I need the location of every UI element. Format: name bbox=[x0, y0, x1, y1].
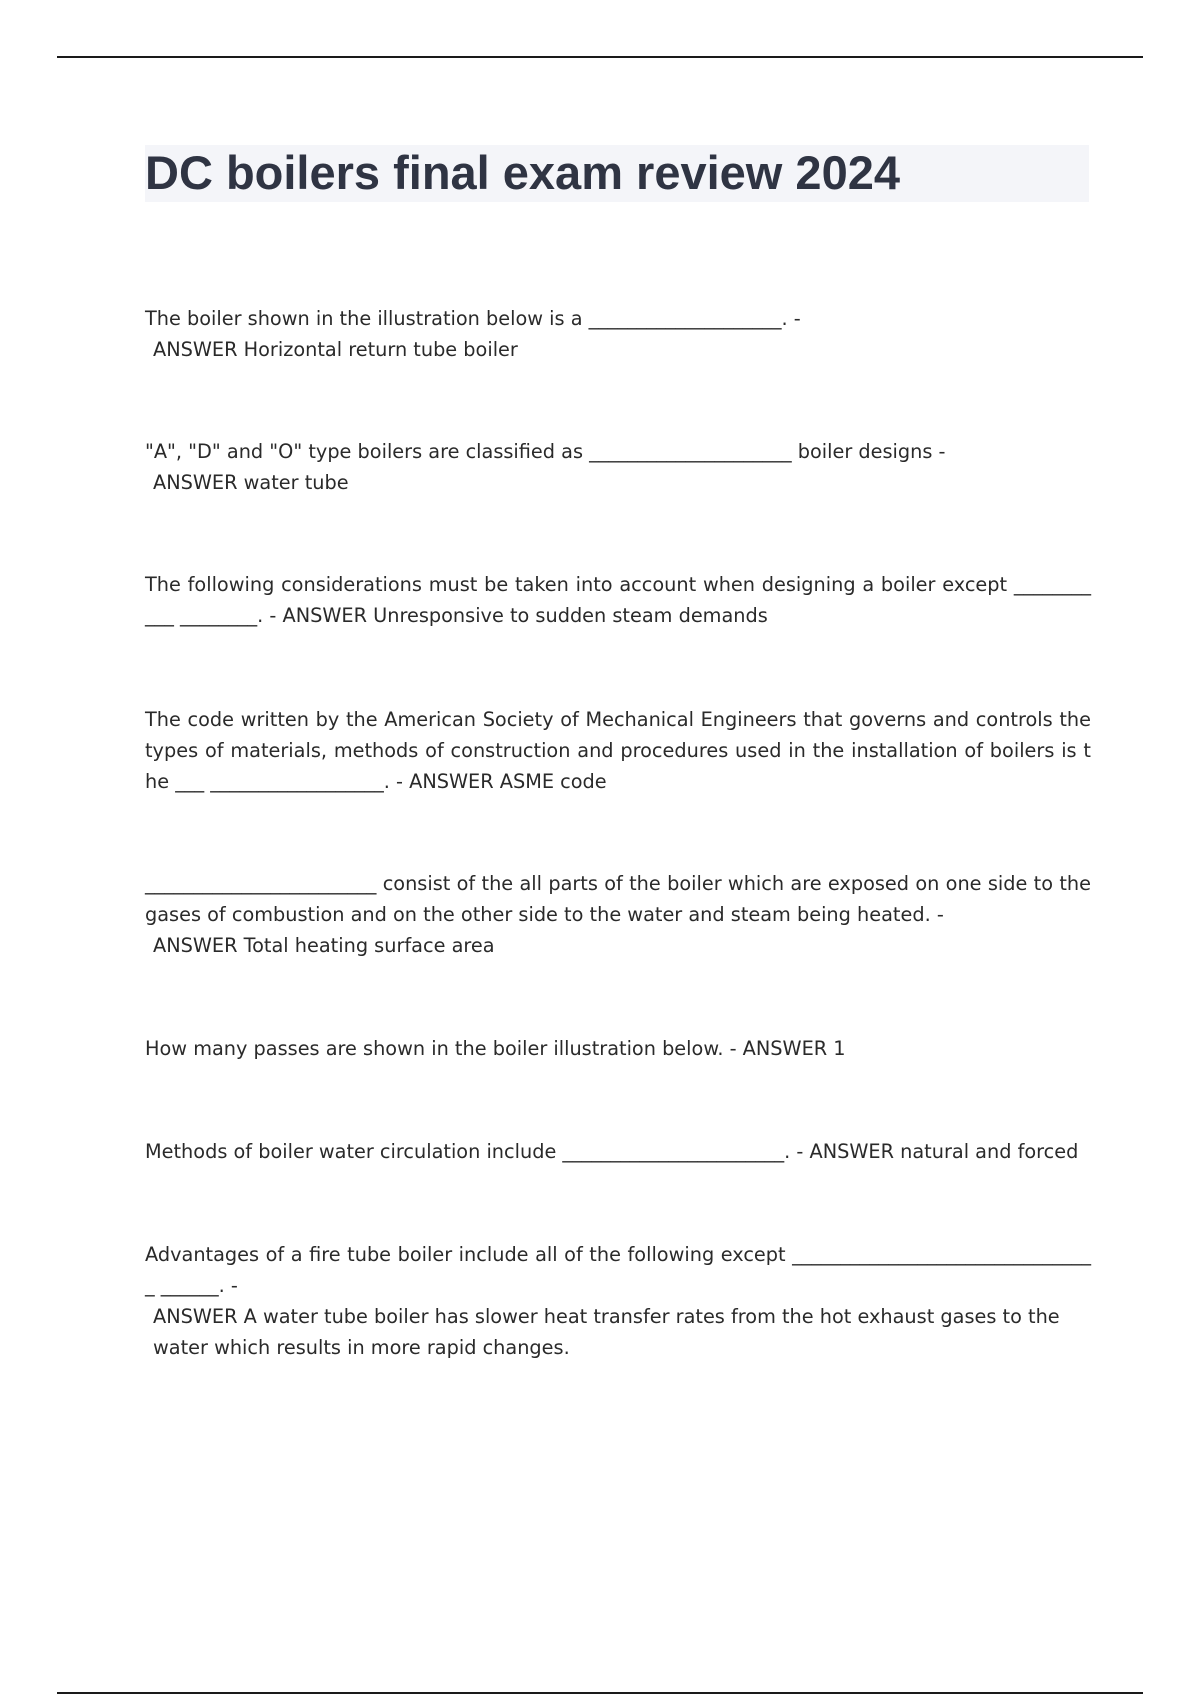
qa-item-2 bbox=[145, 436, 1091, 498]
qa-item-1 bbox=[145, 303, 1091, 365]
question-text: Advantages of a fire tube boiler include all of the following except ________________________________ ______. - bbox=[145, 1243, 1091, 1297]
top-rule bbox=[57, 56, 1143, 58]
question-text: The following considerations must be taken into account when designing a boiler except ___________ ________. - ANSWER Unresponsive to sudden steam demands bbox=[145, 573, 1091, 627]
qa-item-6 bbox=[145, 1033, 1091, 1064]
qa-item-3 bbox=[145, 569, 1091, 631]
qa-item-8 bbox=[145, 1239, 1091, 1363]
answer-text: ANSWER water tube bbox=[153, 471, 349, 494]
question-text: The code written by the American Society of Mechanical Engineers that governs and controls the types of materials, methods of construction and procedures used in the installation of boilers is the ___ __________________. - ANSWER ASME code bbox=[145, 708, 1098, 793]
qa-item-7 bbox=[145, 1136, 1091, 1167]
question-text: How many passes are shown in the boiler illustration below. - ANSWER 1 bbox=[145, 1037, 846, 1060]
question-text: "A", "D" and "O" type boilers are classified as _____________________ boiler designs - bbox=[145, 440, 946, 463]
question-text: ________________________ consist of the all parts of the boiler which are exposed on one side to the gases of combustion and on the other side to the water and steam being heated. - bbox=[145, 872, 1098, 926]
qa-item-5 bbox=[145, 868, 1098, 961]
qa-item-4 bbox=[145, 704, 1098, 797]
page-title: DC boilers final exam review 2024 bbox=[145, 146, 900, 199]
question-text: Methods of boiler water circulation include _______________________. - ANSWER natural and forced bbox=[145, 1140, 1079, 1163]
question-text: The boiler shown in the illustration below is a ____________________. - bbox=[145, 307, 801, 330]
answer-text: ANSWER Total heating surface area bbox=[153, 934, 495, 957]
answer-text: ANSWER A water tube boiler has slower heat transfer rates from the hot exhaust gases to the water which results in more rapid changes. bbox=[153, 1305, 1066, 1359]
answer-text: ANSWER Horizontal return tube boiler bbox=[153, 338, 518, 361]
bottom-rule bbox=[57, 1692, 1143, 1694]
